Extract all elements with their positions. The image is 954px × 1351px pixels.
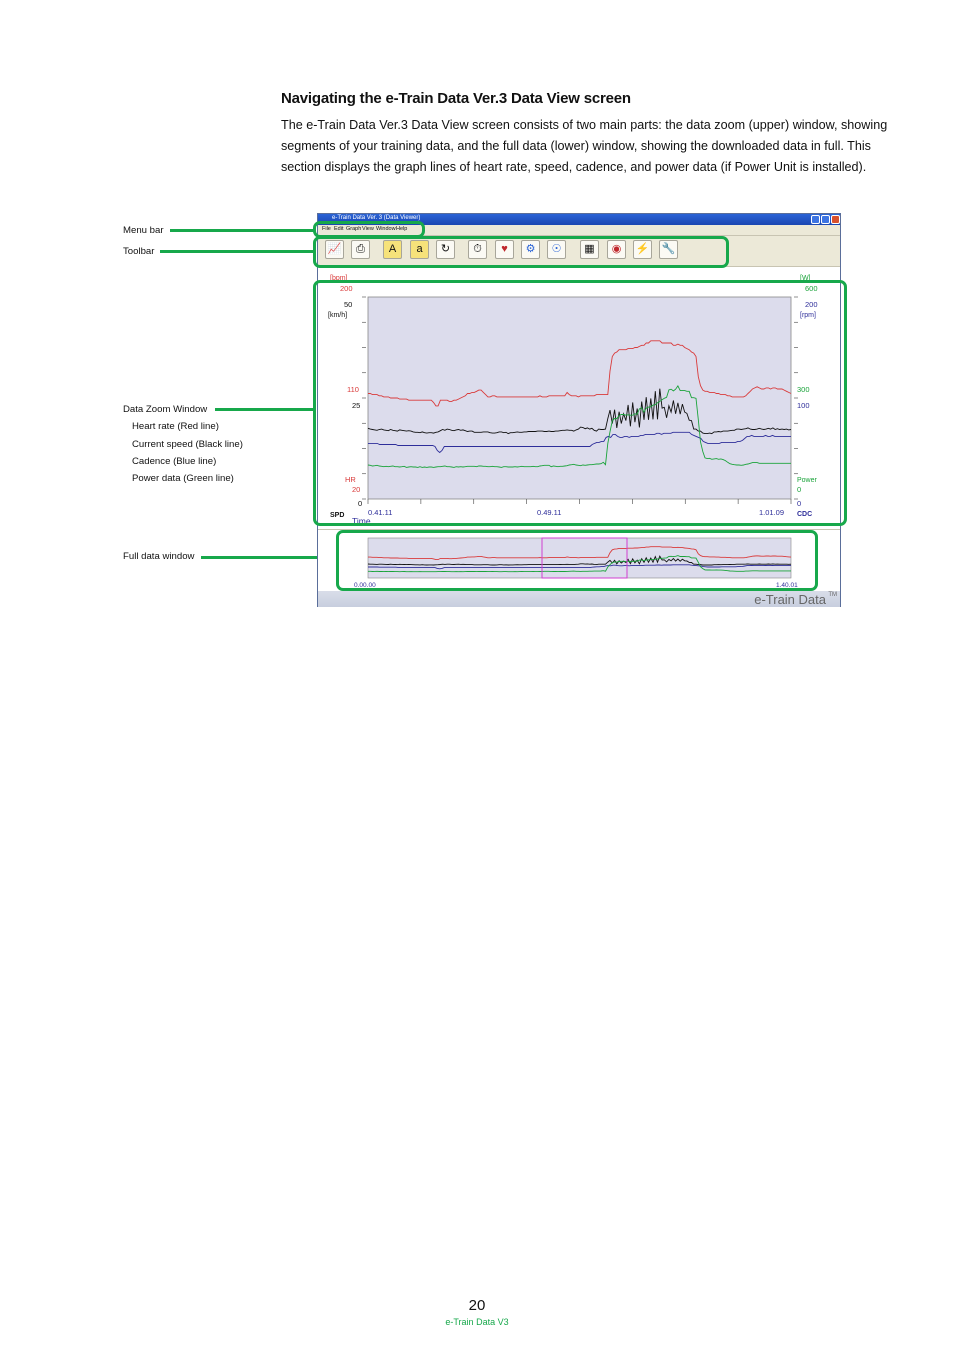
power-axis-label: Power [797, 477, 817, 484]
minimize-icon[interactable] [811, 215, 820, 224]
power-tick-300: 300 [797, 385, 810, 394]
callout-cadence: Cadence (Blue line) [132, 456, 217, 467]
menu-file[interactable]: File [322, 226, 331, 232]
x-tick-label: 1.01.09 [759, 508, 785, 517]
hr-tick-20: 20 [352, 485, 361, 494]
overview-x-tick-start: 0.00.00 [354, 582, 376, 589]
page-footer: e-Train Data V3 [445, 1317, 509, 1327]
callout-menu-bar: Menu bar [123, 225, 164, 236]
x-axis-label: Time [352, 516, 371, 526]
lap-timer-icon[interactable]: ⏱ [468, 240, 487, 259]
page-number: 20 [468, 1297, 486, 1314]
trademark-mark: TM [828, 592, 837, 598]
x-tick-label: 0.49.11 [537, 508, 562, 517]
window-title: e-Train Data Ver. 3 (Data Viewer) [332, 215, 421, 221]
spd-tick-0: 0 [358, 499, 363, 508]
graph-view-icon[interactable]: 📈 [325, 240, 344, 259]
power-zone-icon[interactable]: ⚡ [633, 240, 652, 259]
brand-logo-text: e-Train Data [754, 592, 826, 607]
callout-toolbar: Toolbar [123, 246, 155, 257]
power-tick-0: 0 [797, 485, 802, 494]
callout-heart-rate: Heart rate (Red line) [132, 421, 219, 432]
heart-rate-zone-icon[interactable]: ♥ [495, 240, 514, 259]
spd-unit-label: [km/h] [328, 312, 348, 319]
font-size-down-icon[interactable]: a [410, 240, 429, 259]
close-icon[interactable] [831, 215, 840, 224]
status-bar [318, 591, 840, 607]
print-icon[interactable]: ⎙ [351, 240, 370, 259]
maximize-icon[interactable] [821, 215, 830, 224]
overview-x-tick-end: 1.40.01 [776, 582, 798, 589]
cdc-axis-label: CDC [797, 511, 813, 518]
callout-data-zoom: Data Zoom Window [123, 404, 208, 415]
calculator-icon[interactable]: ▦ [580, 240, 599, 259]
section-heading: Navigating the e-Train Data Ver.3 Data View screen [281, 90, 631, 107]
speed-icon[interactable]: ☉ [547, 240, 566, 259]
callout-speed: Current speed (Black line) [132, 439, 243, 450]
spd-tick-25: 25 [352, 401, 361, 410]
spd-tick-50: 50 [344, 300, 353, 309]
callout-line [170, 229, 316, 232]
highlight-data-zoom [313, 280, 847, 526]
power-tick-600: 600 [805, 284, 818, 293]
map-icon[interactable]: ◉ [607, 240, 626, 259]
hr-unit-label: [bpm] [330, 275, 348, 282]
font-size-up-icon[interactable]: A [383, 240, 402, 259]
hr-tick-200: 200 [340, 284, 353, 293]
highlight-toolbar [313, 236, 729, 268]
cdc-tick-100: 100 [797, 401, 810, 410]
intro-paragraph: The e-Train Data Ver.3 Data View screen consists of two main parts: the data zoom (upper) window, showing segments of your training data, and the full data (lower) window, showing the downloaded data in full. This section displays the graph lines of heart rate, speed, cadence, and power data (if Power Unit is installed). [281, 118, 888, 174]
menu-edit[interactable]: Edit [334, 226, 344, 232]
cadence-icon[interactable]: ⚙ [521, 240, 540, 259]
settings-wrench-icon[interactable]: 🔧 [659, 240, 678, 259]
menu-graph[interactable]: Graph [346, 226, 362, 232]
cdc-tick-0: 0 [797, 499, 802, 508]
callout-line [160, 250, 314, 253]
power-unit-label: [W] [800, 275, 811, 282]
menu-view[interactable]: View [362, 226, 374, 232]
menu-help[interactable]: Help [396, 226, 408, 232]
x-tick-label: 0.41.11 [368, 508, 393, 517]
callout-full-data: Full data window [123, 551, 195, 562]
cdc-unit-label: [rpm] [800, 312, 816, 319]
highlight-full-data [336, 530, 818, 591]
hr-axis-label: HR [345, 475, 356, 484]
menu-window[interactable]: Window [376, 226, 396, 232]
callout-line [215, 408, 313, 411]
hr-tick-110: 110 [347, 385, 359, 394]
callout-power: Power data (Green line) [132, 473, 234, 484]
cdc-tick-200: 200 [805, 300, 818, 309]
spd-axis-label: SPD [330, 512, 345, 519]
refresh-icon[interactable]: ↻ [436, 240, 455, 259]
